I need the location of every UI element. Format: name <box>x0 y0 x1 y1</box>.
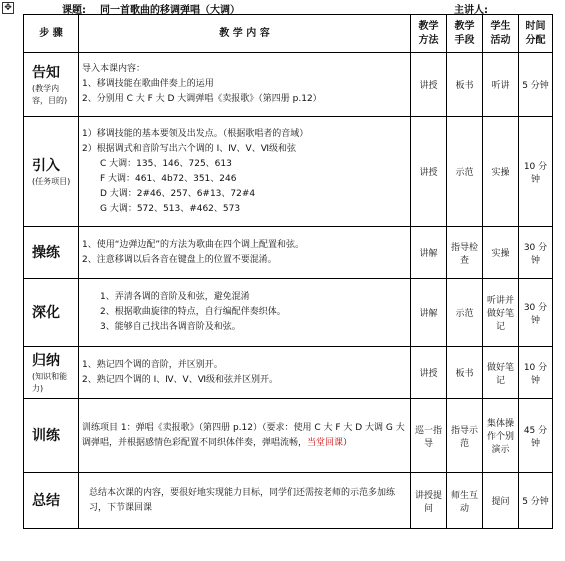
content-line: 1、移调技能在歌曲伴奏上的运用 <box>82 79 214 89</box>
step-name: 操练 <box>32 244 60 261</box>
time-cell: 10 分钟 <box>519 117 553 227</box>
time-cell: 10 分钟 <box>519 347 553 399</box>
step-cell <box>24 473 79 529</box>
step-cell <box>24 399 79 473</box>
content-cell <box>79 227 411 279</box>
content-line: D 大调：2#46、257、6#13、72#4 <box>100 188 256 199</box>
teacher-label: 主讲人: <box>454 5 488 16</box>
method-cell: 讲授 <box>411 347 447 399</box>
content-line: 2、熟记四个调的 Ⅰ、Ⅳ、Ⅴ、Ⅵ级和弦并区别开。 <box>82 374 279 385</box>
table-row <box>24 279 553 347</box>
method-cell: 讲解 <box>411 279 447 347</box>
step-sub: (任务项目) <box>32 176 71 186</box>
activity-cell: 实操 <box>483 117 519 227</box>
lesson-header <box>14 1 554 15</box>
content-cell <box>79 347 411 399</box>
means-cell: 示范 <box>447 117 483 227</box>
content-line: 2、注意移调以后各音在键盘上的位置不要混淆。 <box>82 254 277 265</box>
content-cell <box>79 279 411 347</box>
lesson-label: 课题: <box>62 5 86 16</box>
col-header-time: 时间分配 <box>519 15 553 53</box>
content-line: 2、根据歌曲旋律的特点，自行编配伴奏织体。 <box>100 307 286 317</box>
means-cell: 指导检查 <box>447 227 483 279</box>
time-cell: 5 分钟 <box>519 53 553 117</box>
col-header-content: 教 学 内 容 <box>79 15 411 53</box>
table-row <box>24 399 553 473</box>
content-line: F 大调：461、4b72、351、246 <box>100 173 237 184</box>
content-line: C 大调：135、146、725、613 <box>100 158 232 169</box>
means-cell: 指导示范 <box>447 399 483 473</box>
activity-cell: 听讲并做好笔记 <box>483 279 519 347</box>
method-cell: 讲解 <box>411 227 447 279</box>
time-cell: 5 分钟 <box>519 473 553 529</box>
step-cell <box>24 117 79 227</box>
means-cell: 板书 <box>447 347 483 399</box>
activity-cell: 听讲 <box>483 53 519 117</box>
content-line: 3、能够自己找出各调音阶及和弦。 <box>100 322 241 332</box>
highlight-text: 当堂回课 <box>307 437 344 448</box>
content-line: 1、使用“边弹边配”的方法为歌曲在四个调上配置和弦。 <box>82 239 305 250</box>
means-cell: 板书 <box>447 53 483 117</box>
step-cell <box>24 347 79 399</box>
means-cell: 示范 <box>447 279 483 347</box>
time-cell: 30 分钟 <box>519 279 553 347</box>
method-cell: 巡一指导 <box>411 399 447 473</box>
step-name: 总结 <box>32 492 60 509</box>
table-row <box>24 473 553 529</box>
content-cell <box>79 473 411 529</box>
table-row <box>24 53 553 117</box>
step-cell <box>24 279 79 347</box>
step-name: 引入 <box>32 157 60 174</box>
table-move-handle-icon[interactable]: ✥ <box>2 2 14 14</box>
step-name: 归纳 <box>32 352 60 369</box>
content-cell <box>79 117 411 227</box>
step-sub: (知识和能力) <box>32 371 68 393</box>
content-line: 2）根据调式和音阶写出六个调的 Ⅰ、Ⅳ、Ⅴ、Ⅵ级和弦 <box>82 143 297 154</box>
method-cell: 讲授提问 <box>411 473 447 529</box>
step-sub: (教学内容，目的) <box>32 83 68 105</box>
step-cell <box>24 227 79 279</box>
content-line: 1）移调技能的基本要领及出发点。（根据歌唱者的音域） <box>82 128 309 139</box>
step-name: 训练 <box>32 427 60 444</box>
content-line: 1、弄清各调的音阶及和弦，避免混淆 <box>100 292 250 302</box>
activity-cell: 集体操作个别演示 <box>483 399 519 473</box>
content-line: 导入本课内容： <box>82 64 146 74</box>
content-line: 总结本次课的内容，要很好地实现能力目标，同学们还需按老师的示范多加练习，下节课回课 <box>89 487 396 513</box>
col-header-activity: 学生活动 <box>483 15 519 53</box>
col-header-means: 教学手段 <box>447 15 483 53</box>
activity-cell: 做好笔记 <box>483 347 519 399</box>
time-cell: 30 分钟 <box>519 227 553 279</box>
table-row <box>24 227 553 279</box>
step-name: 告知 <box>32 64 60 81</box>
table-row <box>24 117 553 227</box>
activity-cell: 提问 <box>483 473 519 529</box>
content-line: ） <box>343 437 353 448</box>
content-line: 1、熟记四个调的音阶，并区别开。 <box>82 359 223 370</box>
time-cell: 45 分钟 <box>519 399 553 473</box>
content-cell <box>79 399 411 473</box>
method-cell: 讲授 <box>411 53 447 117</box>
col-header-method: 教学方法 <box>411 15 447 53</box>
table-header-row <box>24 15 553 53</box>
lesson-plan-table <box>23 14 553 529</box>
table-row <box>24 347 553 399</box>
step-cell <box>24 53 79 117</box>
content-line: 2、分别用 C 大 F 大 D 大调弹唱《卖报歌》（第四册 p.12） <box>82 94 322 104</box>
content-line: G 大调：572、513、#462、573 <box>100 203 241 214</box>
content-line: 训练项目 1：弹唱《卖报歌》（第四册 p.12）（要求：使用 C 大 F 大 D 大调 G 大调弹唱，并根据感情色彩配置不同织体伴奏，弹唱流畅， <box>82 422 405 448</box>
lesson-title: 同一首歌曲的移调弹唱（大调） <box>100 5 240 16</box>
content-cell <box>79 53 411 117</box>
method-cell: 讲授 <box>411 117 447 227</box>
activity-cell: 实操 <box>483 227 519 279</box>
col-header-step: 步 骤 <box>24 15 79 53</box>
means-cell: 师生互动 <box>447 473 483 529</box>
step-name: 深化 <box>32 304 60 321</box>
